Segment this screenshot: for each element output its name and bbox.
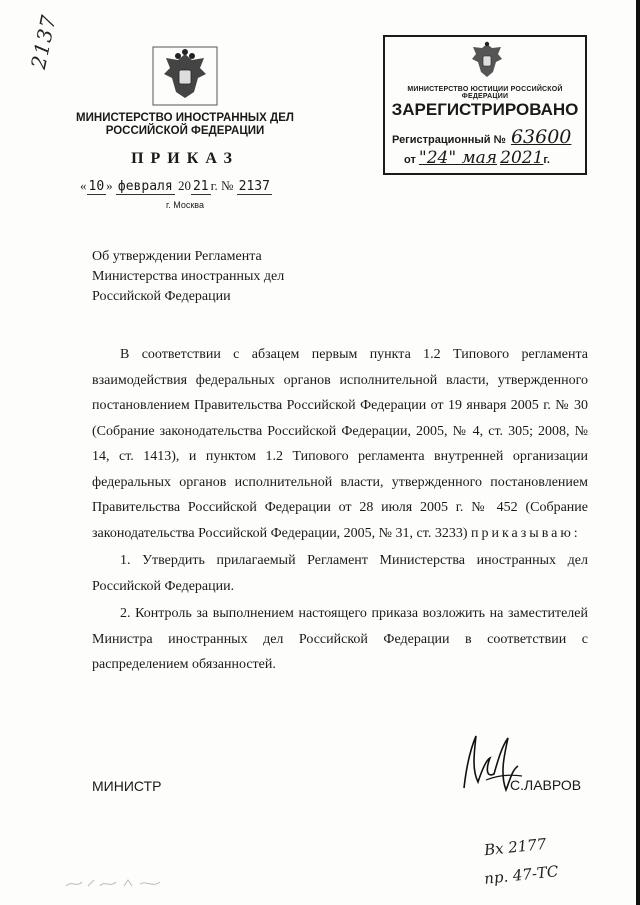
stamp-date (404, 148, 584, 168)
order-subject (92, 247, 392, 307)
coat-of-arms-icon (152, 46, 218, 106)
preamble-text: В соответствии с абзацем первым пункта 1.2 Типового регламента взаимодействия федеральных органов исполнительной власти, утвержденного постановлением Правительства Российской Федерации от 19 января 2005 г. № 30 (Собрание законодательства Российской Федерации, 2005, № 4, ст. 305; 2008, № 14, ст. 1413), и пунктом 1.2 Типового регламента внутренней организации федеральных органов исполнительной власти, утвержденного постановлением Правительства Российской Федерации от 28 июля 2005 г. № 452 (Собрание законодательства Российской Федерации, 2005, № 31, ст. 3233) (92, 347, 588, 541)
signer-name: С.ЛАВРОВ (510, 777, 582, 793)
ministry-title-line2: РОССИЙСКОЙ ФЕДЕРАЦИИ (105, 125, 265, 137)
order-body (92, 342, 588, 678)
order-month: февраля (117, 179, 173, 194)
stamp-date-value: "24" мая (418, 148, 498, 168)
stamp-date-prefix: от (404, 154, 416, 166)
handwritten-number: 2137 (26, 12, 61, 71)
stamp-date-suffix: г. (543, 154, 550, 166)
handwritten-note-2: пр. 47-ТС (483, 862, 560, 888)
order-item-1: 1. Утвердить прилагаемый Регламент Министерства иностранных дел Российской Федерации. (92, 553, 588, 594)
order-year-suffix: г. (210, 178, 218, 193)
stamp-registration-number (392, 126, 582, 148)
subject-line1: Об утверждении Регламента (92, 249, 262, 264)
stamp-ministry: МИНИСТЕРСТВО ЮСТИЦИИ РОССИЙСКОЙ ФЕДЕРАЦИИ (407, 86, 563, 100)
order-command: приказываю: (470, 525, 581, 541)
order-day: 10 (88, 179, 105, 194)
order-date-number: « 10 » февраля 20 21 г. № 2137 (80, 178, 270, 194)
subject-line2: Министерства иностранных дел (92, 269, 285, 284)
signer-position: МИНИСТР (92, 778, 162, 794)
order-year-prefix: 20 (177, 178, 191, 193)
order-title: ПРИКАЗ (131, 150, 239, 167)
stamp-reg-value: 63600 (510, 126, 572, 148)
subject-line3: Российской Федерации (92, 289, 231, 304)
handwritten-note-1: Вх 2177 (483, 834, 548, 860)
stamp-reg-label: Регистрационный № (392, 134, 506, 146)
preamble-paragraph (92, 342, 588, 546)
order-number-label: № (220, 178, 234, 193)
faint-scribble-icon (64, 876, 174, 890)
order-item-2: 2. Контроль за выполнением настоящего приказа возложить на заместителей Министра иностранных дел Российской Федерации в соответствии с распределением обязанностей. (92, 606, 588, 672)
ministry-title (60, 112, 310, 138)
ministry-title-line1: МИНИСТЕРСТВО ИНОСТРАННЫХ ДЕЛ (76, 112, 294, 124)
city: г. Москва (166, 200, 204, 210)
scan-edge (636, 0, 640, 905)
stamp-date-year: 2021 (500, 148, 544, 168)
stamp-registered: ЗАРЕГИСТРИРОВАНО (391, 100, 579, 119)
stamp-emblem-icon (464, 40, 510, 82)
order-number: 2137 (238, 179, 270, 194)
order-year-hand: 21 (192, 179, 209, 194)
